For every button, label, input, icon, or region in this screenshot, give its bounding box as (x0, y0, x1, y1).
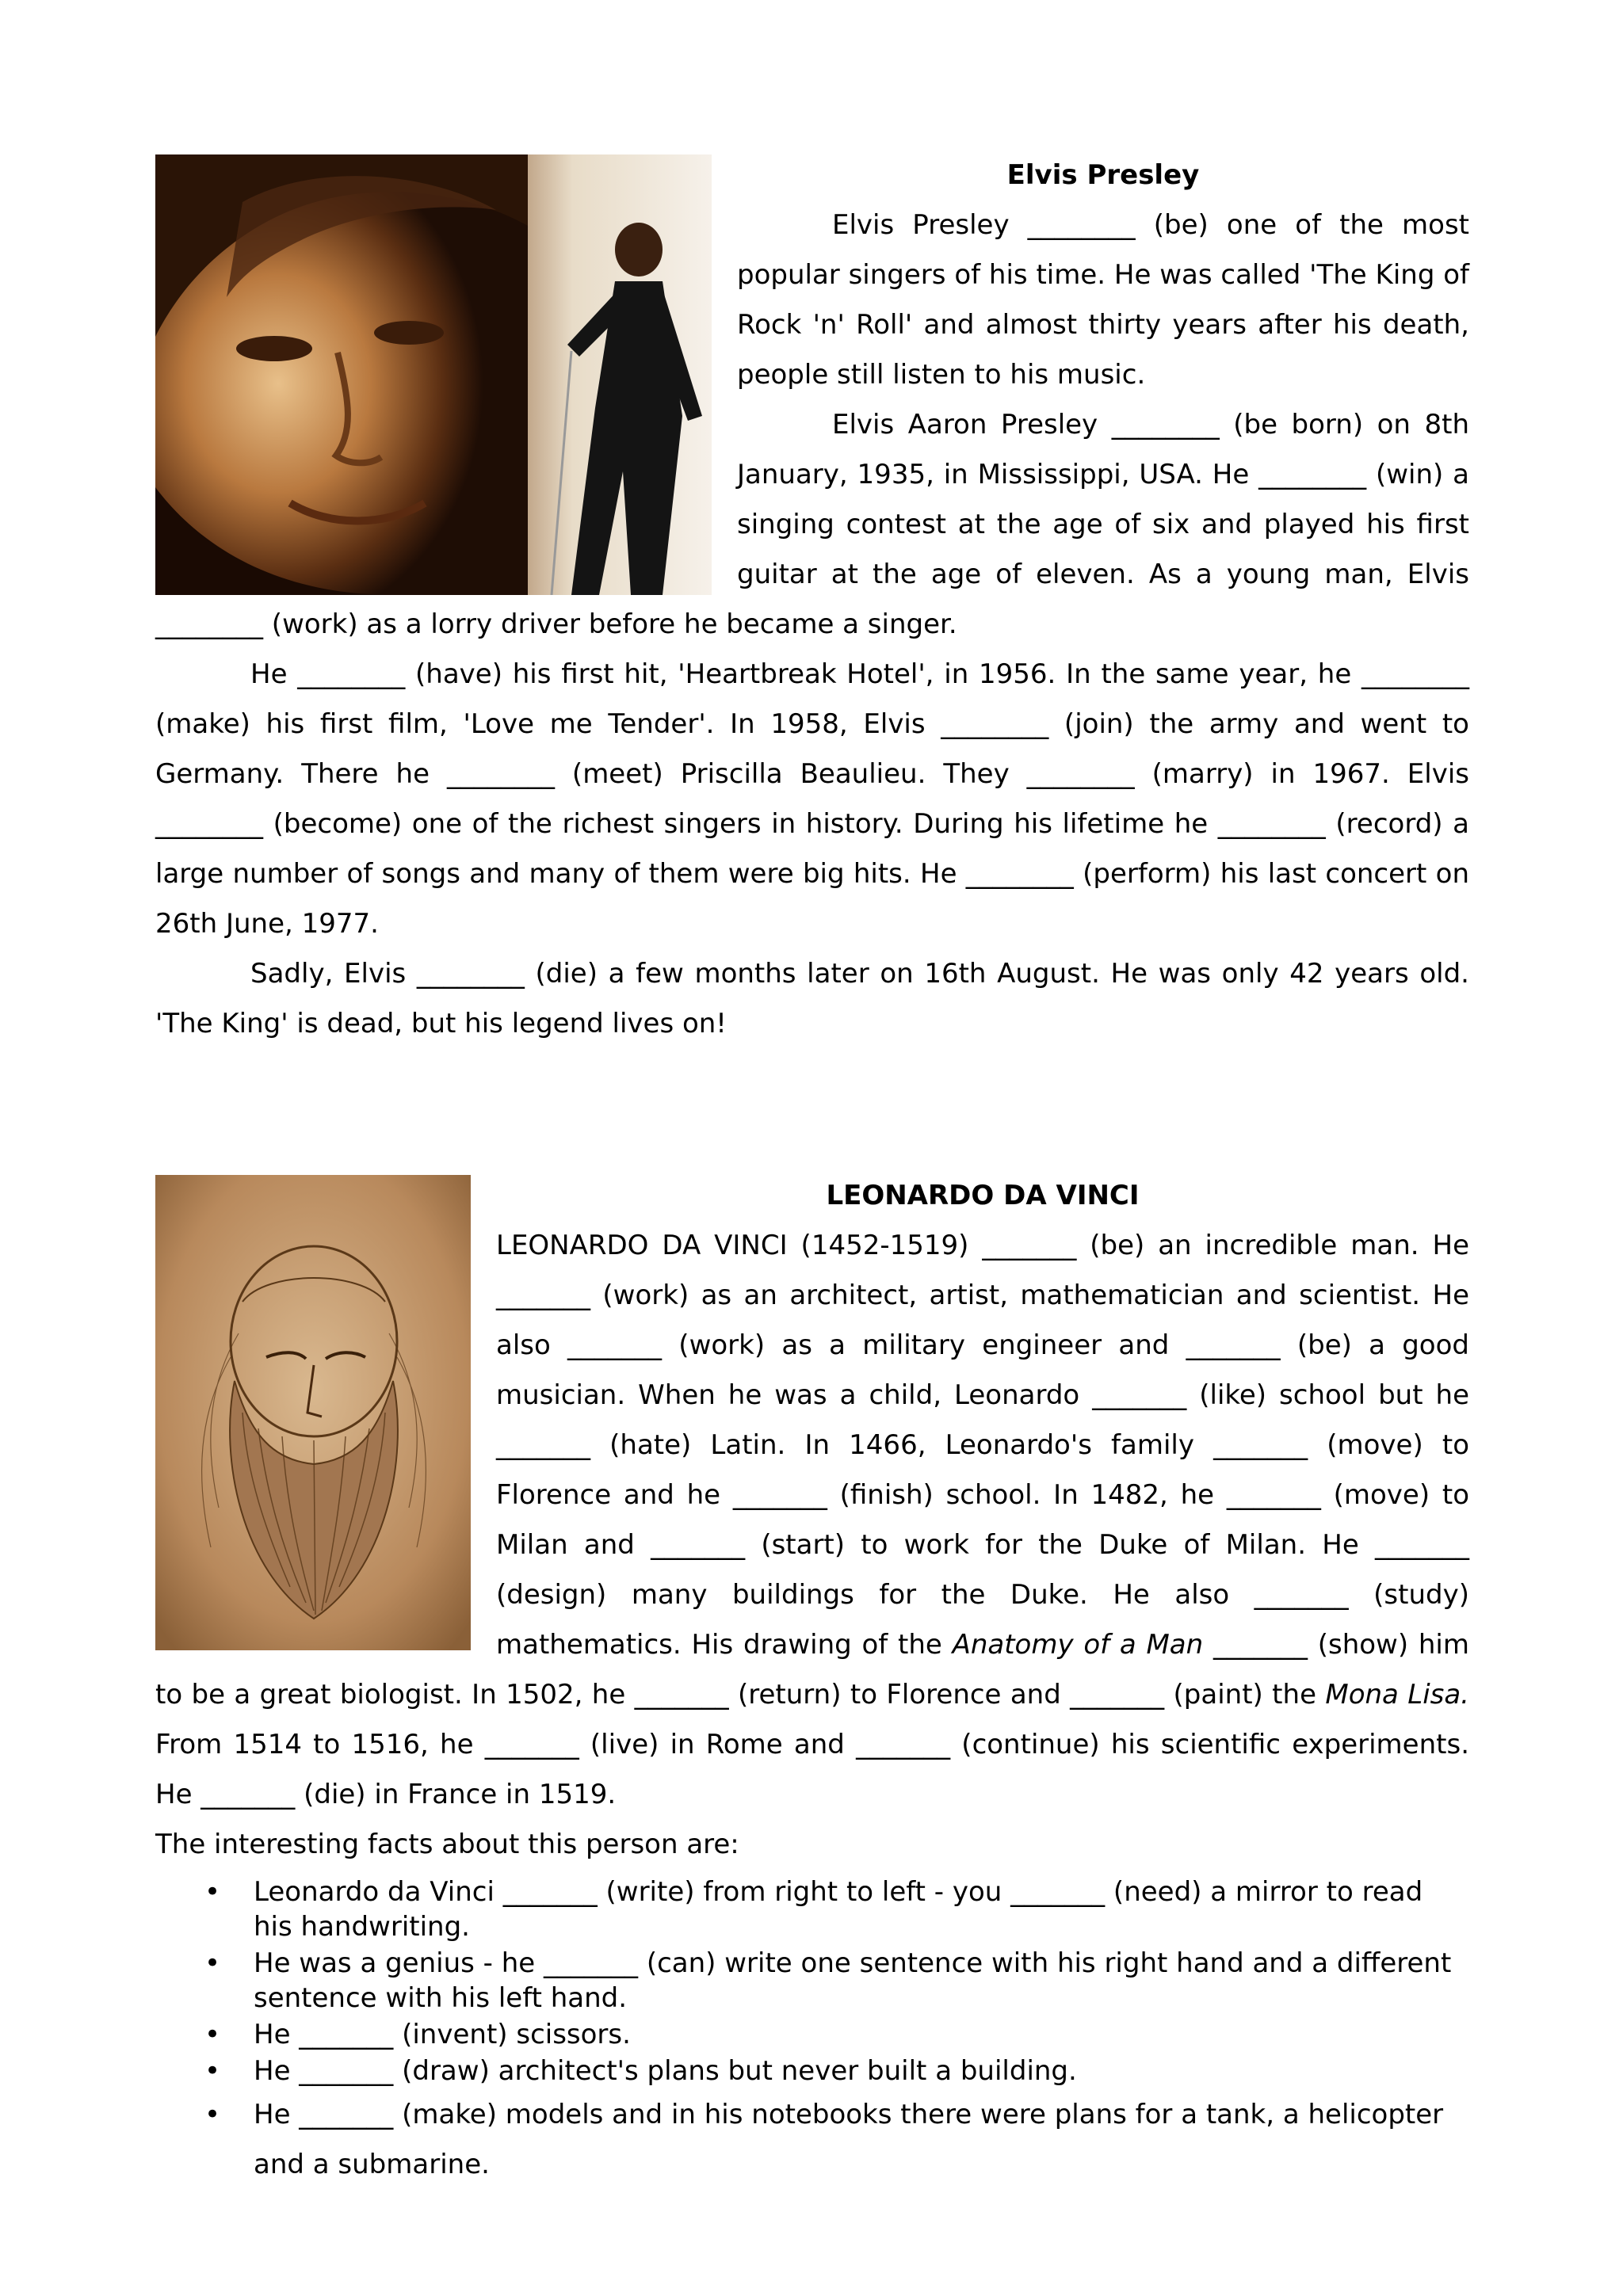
list-item: • Leonardo da Vinci _______ (write) from right to left - you _______ (need) a mirror to read his handwriting. (155, 1875, 1469, 1944)
facts-list (155, 1875, 1469, 2190)
leonardo-portrait-image (155, 1175, 471, 1650)
facts-intro: The interesting facts about this person are: (155, 1829, 739, 1860)
elvis-photo (155, 154, 712, 595)
leonardo-portrait (155, 1175, 471, 1650)
elvis-paragraph-4: Sadly, Elvis ________ (die) a few months later on 16th August. He was only 42 years old. 'The King' is dead, but his legend lives on! (155, 958, 1469, 1039)
leonardo-text-part-2: _______ (show) him to be a great biologist. In 1502, he _______ (return) to Florence and _______ (paint) the (155, 1629, 1469, 1711)
elvis-section (155, 151, 1469, 1049)
leonardo-text-part-1: LEONARDO DA VINCI (1452-1519) _______ (be) an incredible man. He _______ (work) as an architect, artist, mathematician and scientist. He also _______ (work) as a military engineer and _______ (be) a good musician. When he was a child, Leonardo _______ (like) school but he _______ (hate) Latin. In 1466, Leonardo's family _______ (move) to Florence and he _______ (finish) school. In 1482, he _______ (move) to Milan and _______ (start) to work for the Duke of Milan. He _______ (design) many buildings for the Duke. He also _______ (study) mathematics. His drawing of the (496, 1230, 1469, 1661)
leonardo-title: LEONARDO DA VINCI (826, 1180, 1140, 1211)
leonardo-section (155, 1171, 1469, 2190)
section-spacer (155, 1049, 1469, 1171)
elvis-photo-image (155, 154, 712, 595)
mona-lisa-title: Mona Lisa. (1325, 1679, 1469, 1711)
elvis-paragraph-1: Elvis Presley ________ (be) one of the most popular singers of his time. He was called 'The King of Rock 'n' Roll' and almost thirty years after his death, people still listen to his music. (737, 209, 1469, 391)
list-item: • He was a genius - he _______ (can) write one sentence with his right hand and a different sentence with his left hand. (155, 1946, 1469, 2016)
elvis-paragraph-2: Elvis Aaron Presley ________ (be born) on 8th January, 1935, in Mississippi, USA. He ________ (win) a singing contest at the age of six and played his first guitar at the age of eleven. As a young man, Elvis ________ (work) as a lorry driver before he became a singer. (155, 409, 1469, 640)
anatomy-of-a-man-title: Anatomy of a Man (952, 1629, 1204, 1661)
worksheet-page (155, 151, 1469, 2191)
list-item: • He _______ (invent) scissors. (155, 2017, 1469, 2052)
list-item: • He _______ (make) models and in his notebooks there were plans for a tank, a helicopter and a submarine. (155, 2090, 1469, 2190)
elvis-title: Elvis Presley (1006, 159, 1200, 191)
list-item: • He _______ (draw) architect's plans but never built a building. (155, 2054, 1469, 2088)
elvis-paragraph-3: He ________ (have) his first hit, 'Heartbreak Hotel', in 1956. In the same year, he ________ (make) his first film, 'Love me Tender'. In 1958, Elvis ________ (join) the army and went to Germany. There he ________ (meet) Priscilla Beaulieu. They ________ (marry) in 1967. Elvis ________ (become) one of the richest singers in history. During his lifetime he ________ (record) a large number of songs and many of them were big hits. He ________ (perform) his last concert on 26th June, 1977. (155, 658, 1469, 940)
leonardo-text-part-3: From 1514 to 1516, he _______ (live) in Rome and _______ (continue) his scientific experiments. He _______ (die) in France in 1519. (155, 1729, 1469, 1810)
